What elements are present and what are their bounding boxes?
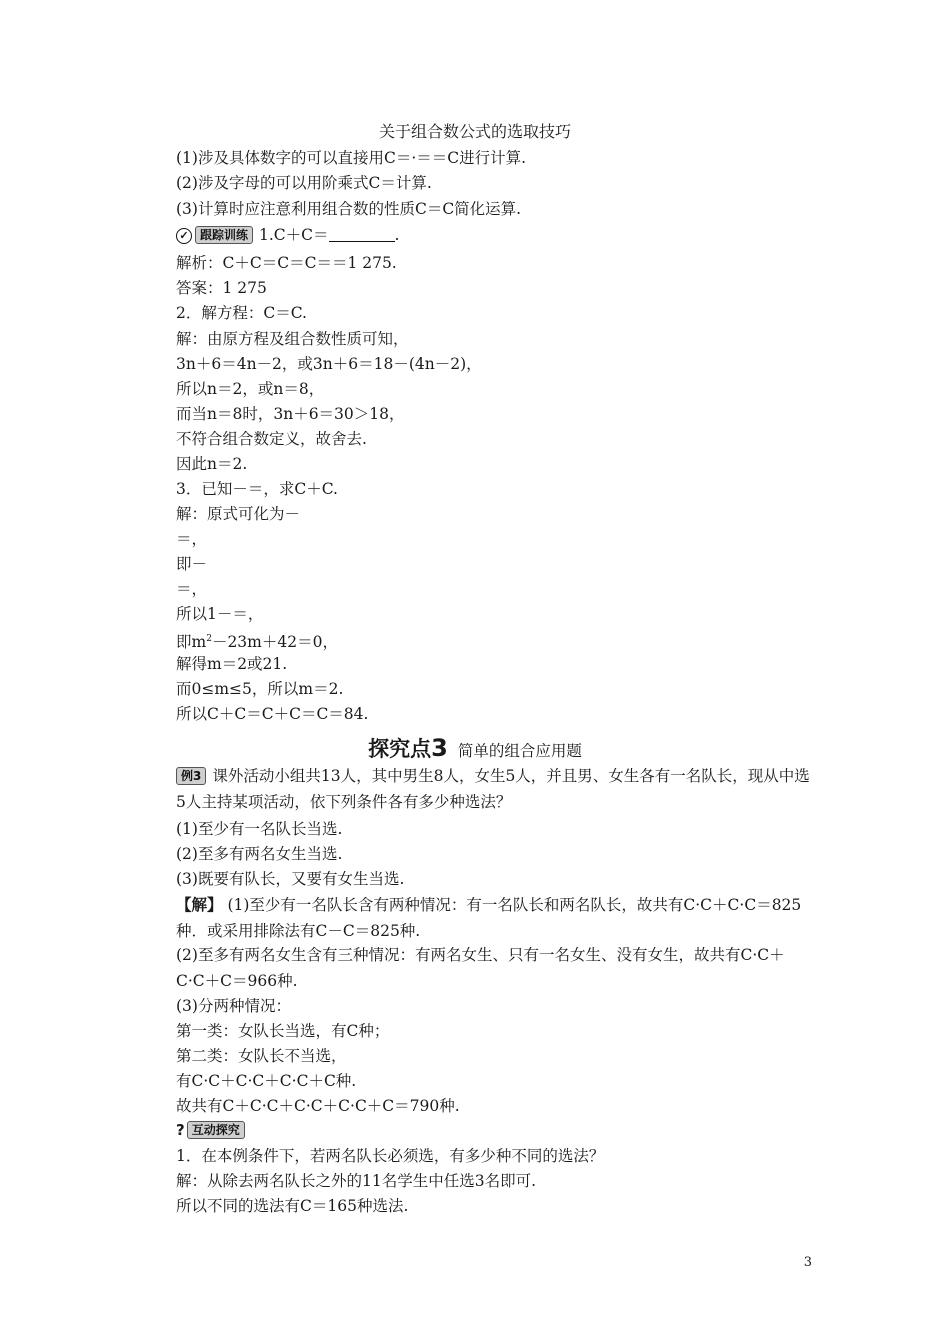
page-title: 关于组合数公式的选取技巧	[378, 122, 571, 141]
example-badge: 例3	[176, 767, 206, 785]
training-line: 而当n＝8时，3n＋6＝30＞18，	[176, 405, 405, 423]
interactive-line: 所以不同的选法有C＝165种选法.	[176, 1197, 409, 1215]
training-line: 所以1－＝，	[176, 605, 264, 623]
solution-line: 第二类：女队长不当选，	[176, 1047, 347, 1065]
section-label: 探究点	[368, 737, 432, 761]
equation-exponent: 2	[206, 634, 212, 644]
training-question-1	[176, 225, 399, 245]
training-q1-text: 1.C＋C＝	[259, 226, 329, 244]
interactive-badge: 互动探究	[187, 1121, 245, 1139]
check-icon: ✓	[176, 228, 192, 244]
section-number: 3	[431, 734, 448, 762]
training-line: 答案：1 275	[176, 279, 267, 297]
solution-line: 第一类：女队长当选，有C种；	[176, 1022, 390, 1040]
training-line: 而0≤m≤5，所以m＝2.	[176, 680, 344, 698]
tip-line-1: (1)涉及具体数字的可以直接用C＝·＝＝C进行计算.	[176, 149, 527, 167]
training-line: 解：由原方程及组合数性质可知，	[176, 330, 409, 348]
training-badge: 跟踪训练	[195, 226, 253, 244]
example-problem	[176, 763, 810, 815]
training-line: 因此n＝2.	[176, 455, 248, 473]
example-text: 课外活动小组共13人，其中男生8人，女生5人，并且男、女生各有一名队长，现从中选5人主持某项活动，依下列条件各有多少种选法？	[176, 767, 810, 811]
section-heading	[0, 733, 950, 763]
training-line: 3．已知－＝，求C＋C.	[176, 480, 338, 498]
interactive-line: 解：从除去两名队长之外的11名学生中任选3名即可.	[176, 1172, 537, 1190]
solution-part-1	[176, 892, 810, 944]
question-icon: ?	[176, 1121, 185, 1139]
training-line: 不符合组合数定义，故舍去.	[176, 430, 367, 448]
answer-blank	[329, 227, 395, 242]
section-subtitle: 简单的组合应用题	[457, 742, 582, 760]
solution-line: 故共有C＋C·C＋C·C＋C·C＋C＝790种.	[176, 1097, 460, 1115]
training-line: ＝，	[176, 580, 208, 598]
interactive-heading	[176, 1120, 251, 1140]
training-line: 即－	[176, 555, 208, 573]
training-q1-end: .	[394, 226, 400, 244]
solution-part-2: (2)至多有两名女生含有三种情况：有两名女生、只有一名女生、没有女生，故共有C·C＋C·C＋C＝966种.	[176, 946, 785, 990]
training-line: 3n＋6＝4n－2，或3n＋6＝18－(4n－2)，	[176, 355, 482, 373]
solution-line: (3)分两种情况：	[176, 997, 291, 1015]
equation-line	[176, 629, 338, 652]
example-condition: (1)至少有一名队长当选.	[176, 820, 343, 838]
training-line: ＝，	[176, 530, 208, 548]
interactive-line: 1．在本例条件下，若两名队长必须选，有多少种不同的选法？	[176, 1147, 605, 1165]
example-condition: (2)至多有两名女生当选.	[176, 845, 343, 863]
tip-line-2: (2)涉及字母的可以用阶乘式C＝计算.	[176, 174, 432, 192]
solution-line: 有C·C＋C·C＋C·C＋C种.	[176, 1072, 357, 1090]
training-line: 2．解方程：C＝C.	[176, 304, 307, 322]
equation-part: 即m	[176, 633, 207, 652]
training-line: 解：原式可化为－	[176, 505, 301, 523]
equation-part: －23m＋42＝0，	[211, 633, 338, 652]
tip-line-3: (3)计算时应注意利用组合数的性质C＝C简化运算.	[176, 200, 522, 218]
training-line: 解得m＝2或21.	[176, 655, 288, 673]
page-number: 3	[803, 1255, 812, 1270]
example-condition: (3)既要有队长，又要有女生当选.	[176, 870, 405, 888]
solution-text: (1)至少有一名队长含有两种情况：有一名队长和两名队长，故共有C·C＋C·C＝825种．或采用排除法有C－C＝825种.	[176, 896, 802, 940]
training-line: 解析：C＋C＝C＝C＝＝1 275.	[176, 254, 397, 272]
training-line: 所以C＋C＝C＋C＝C＝84.	[176, 705, 369, 723]
training-line: 所以n＝2，或n＝8，	[176, 380, 325, 398]
solution-label: 【解】	[176, 895, 223, 914]
